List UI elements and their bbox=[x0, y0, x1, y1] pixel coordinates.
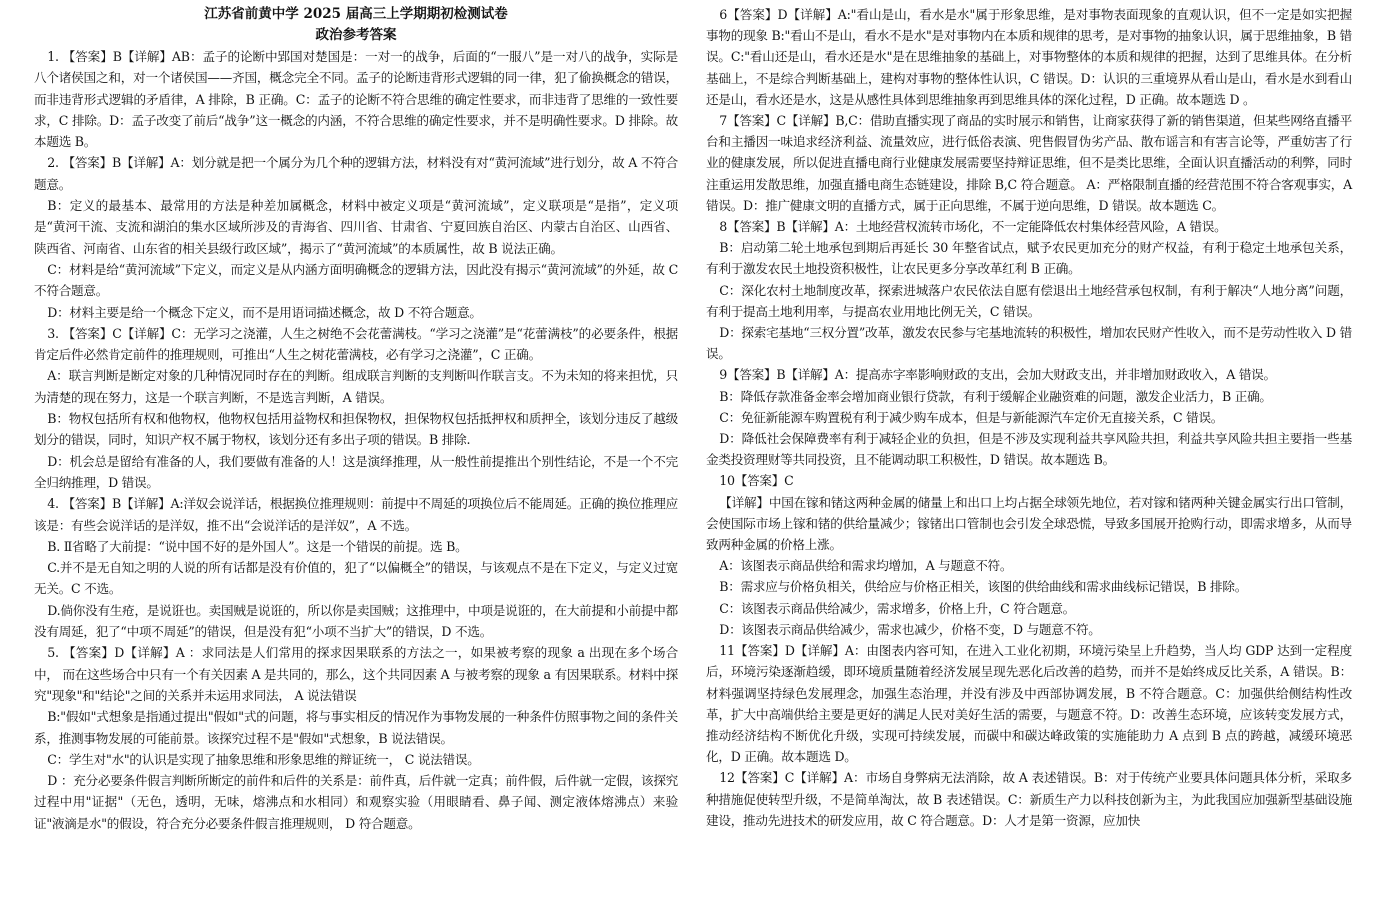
answer-paragraph: 4. 【答案】B【详解】A:洋奴会说洋话，根据换位推理规则：前提中不周延的项换位后不能周延。正确的换位推理应该是：有些会说洋话的是洋奴，推不出“会说洋话的是洋奴”，A 不选。 bbox=[34, 496, 678, 533]
answer-paragraph: 【详解】中国在镓和锗这两种金属的储量上和出口上均占据全球领先地位，若对镓和锗两种关键金属实行出口管制，会使国际市场上镓和锗的供给量减少；镓锗出口管制也会引发全球恐慌，导致多国展开抢购行动，即需求增多，从而导致两种金属的价格上涨。 bbox=[706, 494, 1352, 553]
right-column bbox=[706, 4, 1352, 831]
answer-paragraph: 10【答案】C bbox=[719, 473, 794, 489]
answer-paragraph: C.并不是无自知之明的人说的所有话都是没有价值的，犯了“以偏概全”的错误，与该观点不是在下定义，与定义过宽无关。C 不选。 bbox=[34, 560, 678, 597]
answer-paragraph: 7【答案】C【详解】B,C：借助直播实现了商品的实时展示和销售，让商家获得了新的销售渠道，但某些网络直播平台和主播因一味追求经济利益、流量效应，进行低俗表演、兜售假冒伪劣产品、散布谣言和有害言论等，严重妨害了行业的健康发展，所以促进直播电商行业健康发展需要坚持辩证思维，但不是类比思维，全面认识直播活动的利弊，同时注重运用发散思维，加强直播电商生态链建设，排除 B,C 符合题意。 A：严格限制直播的经营范围不符合客观事实，A 错误。D：推广健康文明的直播方式，属于正向思维，不属于逆向思维，D 错误。故本题选 C。 bbox=[706, 113, 1352, 213]
answer-paragraph: D ：充分必要条件假言判断所断定的前件和后件的关系是：前件真，后件就一定真；前件假，后件就一定假，该探究过程中用"证据"（无色，透明，无味，熔沸点和水相同）和观察实验（用眼睛看、鼻子闻、测定液体熔沸点）来验证"液滴是水"的假设，符合充分必要条件假言推理规则， D 符合题意。 bbox=[34, 773, 679, 831]
answer-paragraph: 2. 【答案】B【详解】A：划分就是把一个属分为几个种的逻辑方法，材料没有对“黄河流域”进行划分，故 A 不符合题意。 bbox=[34, 155, 678, 192]
document-subtitle: 政治参考答案 bbox=[315, 27, 397, 43]
answer-paragraph: B. Ⅱ省略了大前提：“说中国不好的是外国人”。这是一个错误的前提。选 B。 bbox=[47, 538, 468, 554]
answer-paragraph: C：该图表示商品供给减少，需求增多，价格上升，C 符合题意。 bbox=[719, 600, 1076, 616]
answer-paragraph: 12【答案】C【详解】A：市场自身弊病无法消除，故 A 表述错误。B：对于传统产业要具体问题具体分析，采取多种措施促使转型升级，不是简单淘汰，故 B 表述错误。C：新质生产力以科技创新为主，为此我国应加强新型基础设施建设，推动先进技术的研发应用，故 C 符合题意。D：人才是第一资源，应加快 bbox=[706, 770, 1352, 828]
answer-paragraph: 11【答案】D【详解】A：由图表内容可知，在进入工业化初期，环境污染呈上升趋势，当人均 GDP 达到一定程度后，环境污染逐渐趋缓，即环境质量随着经济发展呈现先恶化后改善的趋势，而并不是始终成反比关系，A 错误。B：材料强调坚持绿色发展理念，加强生态治理，并没有涉及中西部协调发展，B 不符合题意。C：加强供给侧结构性改革，扩大中高端供给主要是更好的满足人民对美好生活的需要，与题意不符。D：改善生态环境，应该转变发展方式，推动经济结构不断优化升级，实现可持续发展，而碳中和碳达峰政策的实施能助力 A 点到 B 点的跨越，减缓环境恶化，D 正确。故本题选 D。 bbox=[706, 643, 1352, 765]
answer-paragraph: B：定义的最基本、最常用的方法是种差加属概念，材料中被定义项是“黄河流域”，定义联项是“是指”，定义项是“黄河干流、支流和湖泊的集水区域所涉及的青海省、四川省、甘肃省、宁夏回族自治区、内蒙古自治区、山西省、陕西省、河南省、山东省的相关县级行政区域”，揭示了“黄河流域”的本质属性，故 B 说法正确。 bbox=[34, 198, 678, 256]
answer-paragraph: D：机会总是留给有准备的人，我们要做有准备的人！这是演绎推理，从一般性前提推出个别性结论，不是一个不完全归纳推理，D 错误。 bbox=[34, 453, 678, 490]
answer-paragraph: B：降低存款准备金率会增加商业银行贷款，有利于缓解企业融资难的问题，激发企业活力，B 正确。 bbox=[719, 388, 1272, 404]
answer-paragraph: C：学生对"水"的认识是实现了抽象思维和形象思维的辩证统一， C 说法错误。 bbox=[47, 751, 480, 767]
left-column bbox=[34, 4, 678, 834]
answer-paragraph: D：探索宅基地“三权分置”改革，激发农民参与宅基地流转的积极性，增加农民财产性收入，而不是劳动性收入 D 错误。 bbox=[706, 325, 1352, 362]
answer-paragraph: C：材料是给“黄河流域”下定义，而定义是从内涵方面明确概念的逻辑方法，因此没有揭示“黄河流域”的外延，故 C 不符合题意。 bbox=[34, 261, 678, 299]
answer-paragraph: 1. 【答案】B【详解】AB：孟子的论断中郢国对楚国是：一对一的战争，后面的“一服八”是一对八的战争，实际是八个诸侯国之和，对一个诸侯国——齐国，概念完全不同。孟子的论断违背形式逻辑的同一律，犯了偷换概念的错误，而非违背形式逻辑的矛盾律，A 排除，B 正确。C：孟子的论断不符合思维的确定性要求，而非违背了思维的一致性要求，C 排除。D：孟子改变了前后“战争”这一概念的内涵，不符合思维的确定性要求，并不是明确性要求。D 排除。故本题选 B。 bbox=[34, 49, 678, 150]
answer-paragraph: B：物权包括所有权和他物权，他物权包括用益物权和担保物权，担保物权包括抵押权和质押全，该划分违反了越级划分的错误，同时，知识产权不属于物权，该划分还有多出子项的错误。B 排除. bbox=[34, 411, 678, 448]
right-answers bbox=[706, 4, 1352, 831]
answer-paragraph: 8【答案】B【详解】A：土地经营权流转市场化，不一定能降低农村集体经营风险，A 错误。 bbox=[719, 219, 1227, 235]
answer-paragraph: D：材料主要是给一个概念下定义，而不是用语词描述概念，故 D 不符合题意。 bbox=[47, 304, 482, 320]
answer-paragraph: A：该图表示商品供给和需求均增加，A 与题意不符。 bbox=[719, 558, 1013, 574]
answer-paragraph: B：需求应与价格负相关，供给应与价格正相关，该图的供给曲线和需求曲线标记错误，B 排除。 bbox=[719, 579, 1248, 595]
document-title: 江苏省前黄中学 2025 届高三上学期期初检测试卷 bbox=[204, 6, 508, 22]
answer-paragraph: A：联言判断是断定对象的几种情况同时存在的判断。组成联言判断的支判断叫作联言支。不为未知的将来担忧，只为清楚的现在努力，这是一个联言判断，不是选言判断，A 错误。 bbox=[34, 368, 678, 405]
answer-paragraph: 6【答案】D【详解】A:"看山是山，看水是水"属于形象思维，是对事物表面现象的直观认识，但不一定是如实把握事物的现象 B:"看山不是山，看水不是水"是对事物内在本质和规律的思考，是对事物的抽象认识，属于思维抽象，B 错误。C:"看山还是山，看水还是水"是在思维抽象的基础上，对事物整体的本质和规律的把握，达到了思维具体。在分析基础上，不是综合判断基础上，建构对事物的整体性认识，C 错误。D：认识的三重境界从看山是山，看水是水到看山还是山，看水还是水，这是从感性具体到思维抽象再到思维具体的深化过程，D 正确。故本题选 D 。 bbox=[706, 7, 1352, 107]
left-answers bbox=[34, 46, 678, 834]
answer-paragraph: 9【答案】B【详解】A：提高赤字率影响财政的支出，会加大财政支出，并非增加财政收入，A 错误。 bbox=[719, 367, 1276, 383]
answer-paragraph: 5. 【答案】D【详解】A ：求同法是人们常用的探求因果联系的方法之一，如果被考察的现象 a 出现在多个场合中， 而在这些场合中只有一个有关因素 A 是共同的，那么，这个共同因素 A 与被考察的现象 a 有因果联系。材料中探究"现象"和"结论"之间的关系并未运用求同法， A 说法错误 bbox=[34, 645, 678, 703]
answer-paragraph: 3. 【答案】C【详解】C：无学习之浇灌，人生之树绝不会花蕾满枝。“学习之浇灌”是“花蕾满枝”的必要条件，根据肯定后件必然肯定前件的推理规则，可推出“人生之树花蕾满枝，必有学习之浇灌”，C 正确。 bbox=[34, 325, 678, 363]
answer-paragraph: B:"假如"式想象是指通过提出"假如"式的问题，将与事实相反的情况作为事物发展的一种条件仿照事物之间的条件关系，推测事物发展的可能前景。该探究过程不是"假如"式想象，B 说法错误。 bbox=[34, 709, 678, 746]
answer-paragraph: D.倘你没有生疮，是说诳也。卖国贼是说诳的，所以你是卖国贼；这推理中，中项是说诳的，在大前提和小前提中都没有周延，犯了“中项不周延”的错误，但是没有犯“小项不当扩大”的错误，D 不选。 bbox=[34, 602, 678, 640]
answer-paragraph: D：该图表示商品供给减少，需求也减少，价格不变，D 与题意不符。 bbox=[719, 621, 1101, 637]
answer-paragraph: C：深化农村土地制度改革，探索进城落户农民依法自愿有偿退出土地经营承包权制，有利于解决“人地分离”问题，有利于提高土地利用率，与提高农业用地比例无关，C 错误。 bbox=[706, 282, 1352, 319]
answer-paragraph: D：降低社会保障费率有利于减轻企业的负担，但是不涉及实现利益共享风险共担，利益共享风险共担主要指一些基金类投资理财等共同投资，且不能调动职工积极性，D 错误。故本题选 B。 bbox=[706, 431, 1352, 468]
answer-paragraph: B：启动第二轮土地承包到期后再延长 30 年整省试点，赋予农民更加充分的财产权益，有利于稳定土地承包关系，有利于激发农民土地投资积极性，让农民更多分享改革红利 B 正确。 bbox=[706, 240, 1352, 277]
answer-paragraph: C：免征新能源车购置税有利于减少购车成本，但是与新能源汽车定价无直接关系，C 错误。 bbox=[719, 409, 1224, 425]
